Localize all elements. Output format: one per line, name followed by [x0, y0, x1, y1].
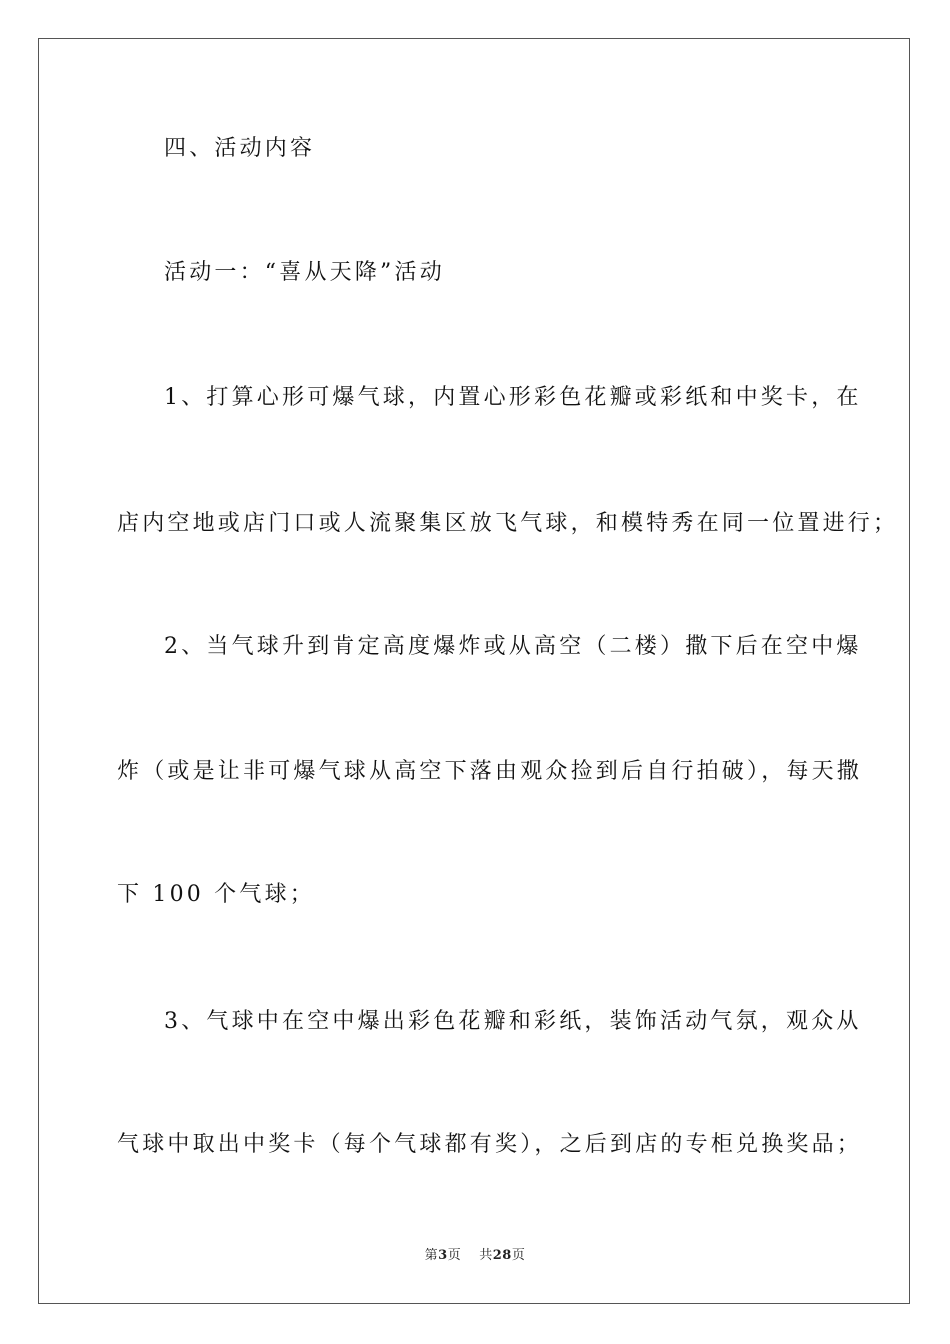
- current-page-number: 3: [438, 1248, 448, 1263]
- paragraph-line: 下 100 个气球；: [117, 882, 315, 907]
- paragraph-line: 气球中取出中奖卡（每个气球都有奖），之后到店的专柜兑换奖品；: [117, 1132, 863, 1157]
- total-prefix: 共: [479, 1248, 493, 1263]
- page-unit: 页: [447, 1248, 462, 1263]
- paragraph-line: 店内空地或店门口或人流聚集区放飞气球，和模特秀在同一位置进行；: [117, 511, 899, 536]
- section-heading: 四、活动内容: [164, 136, 316, 161]
- page-prefix: 第: [424, 1248, 439, 1263]
- paragraph-line: 2、当气球升到肯定高度爆炸或从高空（二楼）撒下后在空中爆: [164, 634, 862, 659]
- paragraph-line: 3、气球中在空中爆出彩色花瓣和彩纸，装饰活动气氛，观众从: [164, 1009, 862, 1034]
- total-unit: 页: [511, 1248, 526, 1263]
- paragraph-line: 1、打算心形可爆气球，内置心形彩色花瓣或彩纸和中奖卡，在: [164, 385, 862, 410]
- page-border: [38, 38, 910, 1304]
- total-page-count: 28: [492, 1248, 512, 1263]
- paragraph-line: 炸（或是让非可爆气球从高空下落由观众捡到后自行拍破），每天撒: [117, 759, 863, 784]
- page-footer: [0, 1247, 950, 1265]
- activity-title: 活动一：“喜从天降”活动: [164, 260, 445, 285]
